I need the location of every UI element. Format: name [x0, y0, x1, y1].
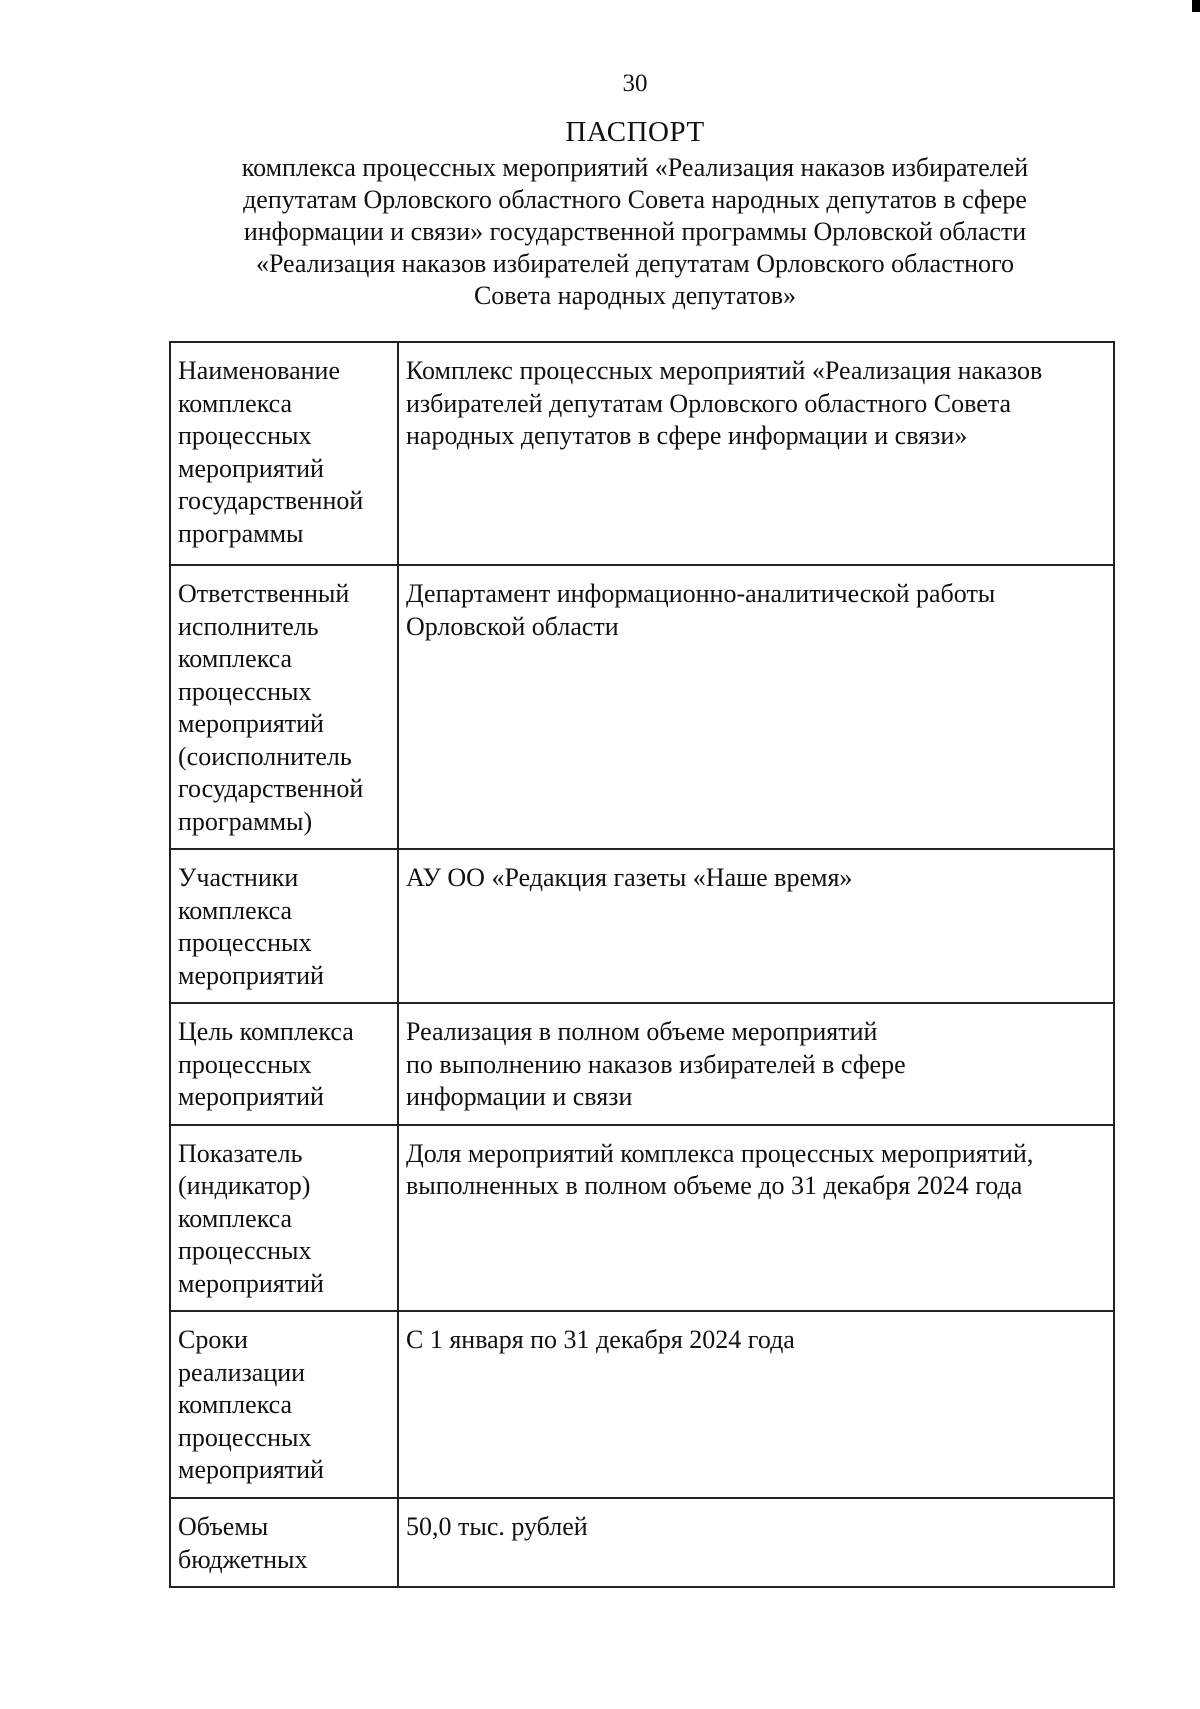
field-value-cell: [398, 1003, 1114, 1125]
field-value-cell: [398, 1498, 1114, 1587]
field-value-line: АУ ОО «Редакция газеты «Наше время»: [406, 863, 853, 892]
field-value-line: по выполнению наказов избирателей в сфере: [406, 1049, 906, 1079]
subtitle-line: комплекса процессных мероприятий «Реализация наказов избирателей: [241, 153, 1029, 182]
field-label-line: процессных: [178, 676, 312, 706]
field-value-line: выполненных в полном объеме до 31 декабря 2024 года: [406, 1171, 1023, 1200]
field-label-line: комплекса: [178, 895, 293, 925]
passport-table-body: [170, 342, 1114, 1587]
subtitle-line: Совета народных депутатов»: [473, 281, 797, 310]
field-label-line: Наименование: [178, 356, 340, 385]
document-title: ПАСПОРТ: [565, 116, 705, 148]
field-label-line: программы: [178, 518, 304, 548]
field-value-cell: [398, 342, 1114, 565]
field-label-line: реализации: [178, 1357, 306, 1387]
field-label-cell: [170, 1498, 398, 1587]
document-subtitle: [195, 152, 1075, 312]
field-label-cell: [170, 1125, 398, 1312]
field-value-line: Комплекс процессных мероприятий «Реализация наказов: [406, 356, 1043, 385]
field-label-line: программы): [178, 806, 313, 836]
field-label-line: Участники: [178, 863, 299, 892]
subtitle-line: информации и связи» государственной программы Орловской области: [243, 217, 1027, 246]
table-row: [170, 1311, 1114, 1498]
field-label-line: Ответственный: [178, 579, 350, 608]
field-label-cell: [170, 1311, 398, 1498]
field-value-line: народных депутатов в сфере информации и связи»: [406, 421, 968, 450]
field-label-line: процессных: [178, 1422, 312, 1452]
field-label-line: (индикатор): [178, 1171, 311, 1200]
field-label-line: процессных: [178, 1236, 312, 1265]
field-value-line: Реализация в полном объеме мероприятий: [406, 1017, 878, 1046]
field-label-cell: [170, 1003, 398, 1125]
field-label-line: государственной: [178, 486, 364, 515]
scan-corner-mark: [1192, 0, 1200, 12]
field-label-line: мероприятий: [178, 1268, 324, 1298]
field-value-cell: [398, 565, 1114, 849]
field-value-cell: [398, 849, 1114, 1003]
page-number: 30: [622, 70, 648, 97]
field-label-line: процессных: [178, 1049, 312, 1079]
field-label-line: процессных: [178, 928, 312, 957]
table-row: [170, 1125, 1114, 1312]
field-value-line: С 1 января по 31 декабря 2024 года: [406, 1325, 795, 1354]
field-label-line: мероприятий: [178, 453, 324, 483]
field-label-line: мероприятий: [178, 709, 324, 738]
field-value-line: Доля мероприятий комплекса процессных мероприятий,: [406, 1138, 1034, 1168]
field-label-line: комплекса: [178, 388, 293, 418]
field-label-line: бюджетных: [178, 1544, 308, 1574]
field-label-cell: [170, 849, 398, 1003]
field-value-line: Департамент информационно-аналитической работы: [406, 579, 996, 608]
field-label-cell: [170, 565, 398, 849]
field-label-line: комплекса: [178, 644, 293, 673]
field-label-line: мероприятий: [178, 1455, 324, 1484]
field-label-line: комплекса: [178, 1203, 293, 1233]
field-label-line: мероприятий: [178, 960, 324, 990]
field-label-line: (соисполнитель: [178, 741, 352, 771]
table-row: [170, 565, 1114, 849]
field-value-line: избирателей депутатам Орловского областного Совета: [406, 388, 1011, 418]
field-label-cell: [170, 342, 398, 565]
field-label-line: Цель комплекса: [178, 1017, 354, 1046]
table-row: [170, 849, 1114, 1003]
field-value-line: Орловской области: [406, 611, 619, 641]
field-value-cell: [398, 1125, 1114, 1312]
field-label-line: Показатель: [178, 1138, 303, 1168]
subtitle-line: депутатам Орловского областного Совета народных депутатов в сфере: [243, 185, 1027, 214]
field-label-line: Объемы: [178, 1512, 269, 1541]
field-value-line: информации и связи: [406, 1082, 633, 1111]
table-row: [170, 1498, 1114, 1587]
field-label-line: исполнитель: [178, 611, 319, 641]
field-label-line: Сроки: [178, 1325, 248, 1354]
field-label-line: государственной: [178, 774, 364, 803]
table-row: [170, 342, 1114, 565]
field-value-line: 50,0 тыс. рублей: [406, 1512, 588, 1541]
field-label-line: мероприятий: [178, 1082, 324, 1111]
field-value-cell: [398, 1311, 1114, 1498]
table-row: [170, 1003, 1114, 1125]
field-label-line: комплекса: [178, 1390, 293, 1419]
passport-table: [169, 341, 1115, 1588]
field-label-line: процессных: [178, 421, 312, 450]
subtitle-line: «Реализация наказов избирателей депутатам Орловского областного: [255, 249, 1015, 278]
